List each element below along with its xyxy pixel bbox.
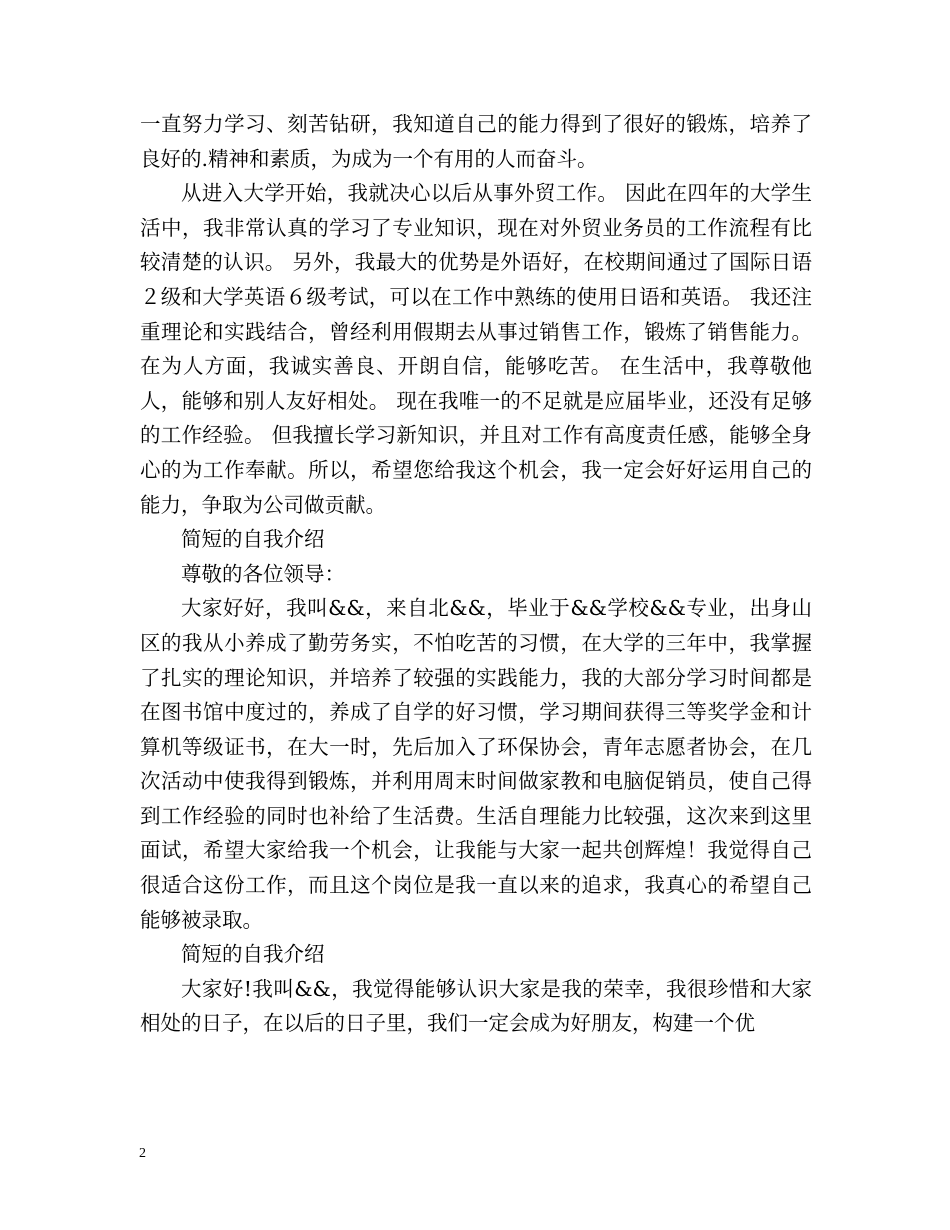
paragraph-1: 一直努力学习、刻苦钻研，我知道自己的能力得到了很好的锻炼，培养了良好的.精神和素质，为成为一个有用的人而奋斗。 [140, 112, 812, 171]
document-body [140, 107, 812, 1041]
salutation: 尊敬的各位领导： [181, 561, 345, 586]
paragraph-2: 从进入大学开始，我就决心以后从事外贸工作。 因此在四年的大学生活中，我非常认真的学习了专业知识，现在对外贸业务员的工作流程有比较清楚的认识。 另外，我最大的优势是外语好，在校期间通过了国际日语２级和大学英语６级考试，可以在工作中熟练的使用日语和英语。 我还注重理论和实践结合，曾经利用假期去从事过销售工作，锻炼了销售能力。 在为人方面，我诚实善良、开朗自信，能够吃苦。 在生活中，我尊敬他人，能够和别人友好相处。 现在我唯一的不足就是应届毕业，还没有足够的工作经验。 但我擅长学习新知识，并且对工作有高度责任感，能够全身心的为工作奉献。所以，希望您给我这个机会，我一定会好好运用自己的能力，争取为公司做贡献。 [140, 181, 812, 517]
section-heading-1: 简短的自我介绍 [181, 527, 325, 552]
paragraph-3: 大家好好，我叫&&，来自北&&，毕业于&&学校&&专业，出身山区的我从小养成了勤劳务实，不怕吃苦的习惯，在大学的三年中，我掌握了扎实的理论知识，并培养了较强的实践能力，我的大部分学习时间都是在图书馆中度过的，养成了自学的好习惯，学习期间获得三等奖学金和计算机等级证书，在大一时，先后加入了环保协会，青年志愿者协会，在几次活动中使我得到锻炼，并利用周末时间做家教和电脑促销员，使自己得到工作经验的同时也补给了生活费。生活自理能力比较强，这次来到这里面试，希望大家给我一个机会，让我能与大家一起共创辉煌！我觉得自己很适合这份工作，而且这个岗位是我一直以来的追求，我真心的希望自己能够被录取。 [140, 596, 812, 932]
paragraph-4: 大家好!我叫&&，我觉得能够认识大家是我的荣幸，我很珍惜和大家相处的日子，在以后的日子里，我们一定会成为好朋友，构建一个优 [140, 976, 812, 1036]
page-number: 2 [139, 1146, 146, 1161]
section-heading-2: 简短的自我介绍 [181, 942, 325, 967]
